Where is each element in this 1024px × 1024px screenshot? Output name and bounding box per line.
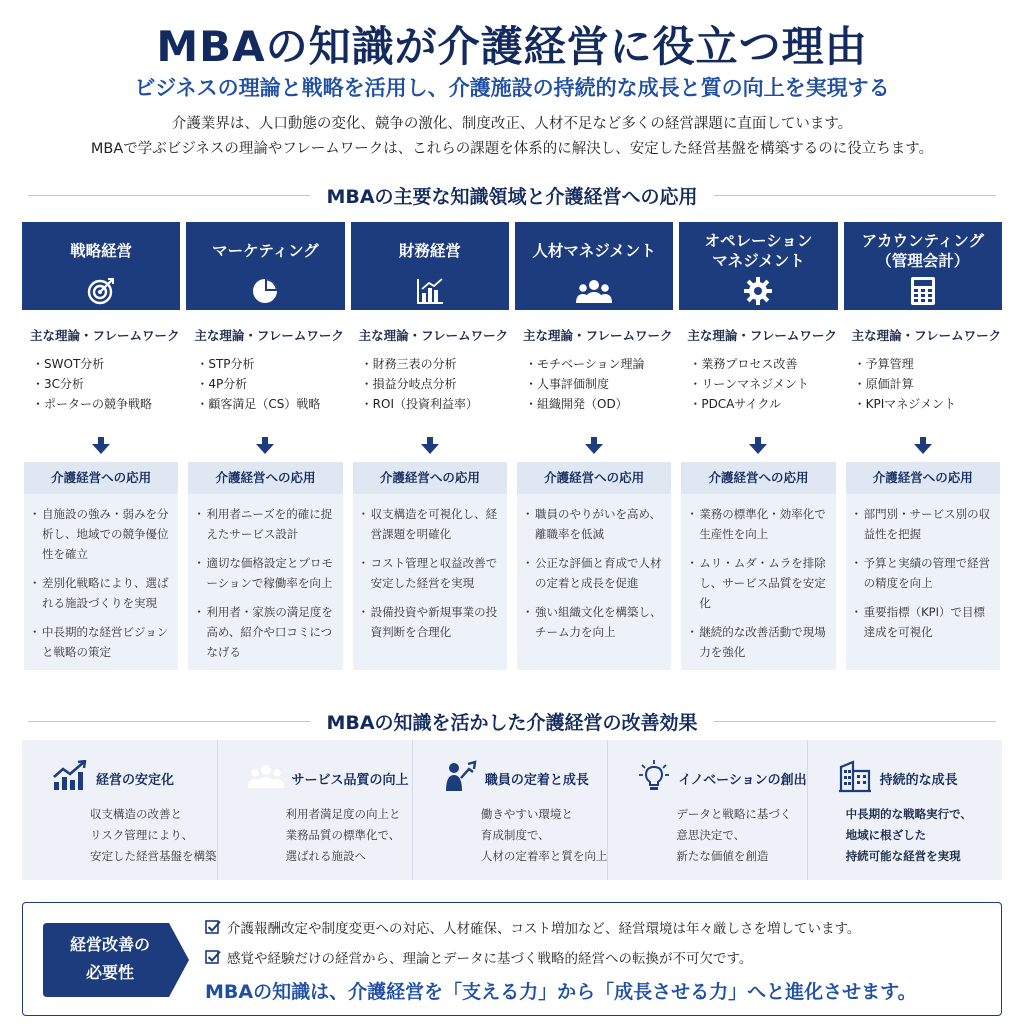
application-label: 介護経営への応用 — [353, 462, 507, 494]
effect-text-line: 意思決定で、 — [676, 828, 746, 842]
effect-description — [22, 804, 217, 867]
application-item: ・ 強い組織文化を構築し、チーム力を向上 — [525, 602, 663, 642]
application-item: ・ 適切な価格設定とプロモーションで稼働率を向上 — [196, 553, 334, 593]
framework-label: 主な理論・フレームワーク — [687, 328, 837, 343]
framework-item: ・ SWOT分析 — [32, 354, 180, 374]
framework-item: ・ モチベーション理論 — [525, 354, 673, 374]
application-item: ・ 中長期的な経営ビジョンと戦略の策定 — [32, 622, 170, 662]
knowledge-column — [515, 222, 673, 672]
lightbulb-icon — [638, 759, 670, 797]
need-item-2-text: 感覚や経験だけの経営から、理論とデータに基づく戦略的経営への転換が不可欠です。 — [227, 951, 753, 967]
column-header — [186, 222, 344, 310]
framework-item: ・ 財務三表の分析 — [361, 354, 509, 374]
effect-title: 職員の定着と成長 — [484, 772, 589, 788]
framework-item: ・ リーンマネジメント — [689, 374, 837, 394]
effect-text-line: リスク管理により、 — [90, 828, 194, 842]
application-item: ・ 設備投資や新規事業の投資判断を合理化 — [361, 602, 499, 642]
application-label: 介護経営への応用 — [846, 462, 1000, 494]
need-item-2 — [205, 947, 752, 967]
application-item: ・ 継続的な改善活動で現場力を強化 — [689, 622, 827, 662]
application-list — [681, 494, 835, 662]
application-box — [846, 462, 1000, 670]
effect-text-line: 人材の定着率と質を向上 — [480, 849, 608, 863]
application-item: ・ 予算と実績の管理で経営の精度を向上 — [854, 553, 992, 593]
application-item: ・ 職員のやりがいを高め、離職率を低減 — [525, 504, 663, 544]
effect-text-line: 収支構造の改善と — [90, 807, 182, 821]
effect-description — [608, 804, 806, 867]
checkbox-icon — [205, 949, 221, 965]
effect-text-line: 持続可能な経営を実現 — [845, 849, 961, 863]
framework-item: ・ 予算管理 — [854, 354, 1002, 374]
application-label: 介護経営への応用 — [24, 462, 178, 494]
framework-list — [22, 354, 180, 432]
application-box — [517, 462, 671, 670]
section-header-effects — [28, 708, 996, 734]
effect-header — [808, 762, 1002, 794]
need-badge-line-1: 経営改善の — [69, 935, 150, 954]
divider — [714, 195, 996, 196]
bar-chart-icon — [351, 276, 509, 306]
arrow-down-icon — [186, 432, 344, 460]
divider — [28, 195, 310, 196]
effect-title: サービス品質の向上 — [291, 772, 409, 788]
need-badge-line-2: 必要性 — [85, 963, 134, 982]
column-header — [844, 222, 1002, 310]
effect-item — [607, 740, 806, 880]
page-subtitle: ビジネスの理論と戦略を活用し、介護施設の持続的な成長と質の向上を実現する — [134, 76, 890, 100]
arrow-down-icon — [351, 432, 509, 460]
calculator-icon — [844, 276, 1002, 306]
column-title — [515, 230, 673, 272]
arrow-down-icon — [22, 432, 180, 460]
arrow-down-icon — [844, 432, 1002, 460]
intro-line-1: 介護業界は、人口動態の変化、競争の激化、制度改正、人材不足など多くの経営課題に直面しています。 — [171, 116, 853, 132]
divider — [28, 721, 310, 722]
effect-header — [218, 762, 412, 794]
framework-item: ・ 組織開発（OD） — [525, 394, 673, 414]
person-growth-icon — [443, 760, 477, 796]
effect-header — [413, 762, 608, 794]
column-title-line: 財務経営 — [398, 242, 461, 260]
need-conclusion: MBAの知識は、介護経営を「支える力」から「成長させる力」へと進化させます。 — [205, 981, 917, 1003]
effect-title: 持続的な成長 — [879, 772, 958, 788]
application-box — [353, 462, 507, 670]
effects-panel — [22, 740, 1002, 880]
framework-label: 主な理論・フレームワーク — [194, 328, 344, 343]
application-item: ・ 部門別・サービス別の収益性を把握 — [854, 504, 992, 544]
effect-text-line: データと戦略に基づく — [676, 807, 792, 821]
knowledge-column — [844, 222, 1002, 672]
framework-label: 主な理論・フレームワーク — [851, 328, 1002, 343]
framework-list — [515, 354, 673, 432]
framework-item: ・ 業務プロセス改善 — [689, 354, 837, 374]
intro-line-2: MBAで学ぶビジネスの理論やフレームワークは、これらの課題を体系的に解決し、安定した経営基盤を構築するのに役立ちます。 — [90, 141, 934, 157]
framework-item: ・ 顧客満足（CS）戦略 — [196, 394, 344, 414]
column-title — [844, 230, 1002, 272]
column-title-line: アカウンティング — [861, 232, 984, 250]
effect-item — [217, 740, 412, 880]
column-title-line: マーケティング — [212, 242, 319, 260]
application-box — [681, 462, 835, 670]
effect-text-line: 働きやすい環境と — [480, 807, 573, 821]
pie-chart-icon — [186, 276, 344, 306]
effect-description — [808, 804, 1002, 867]
effect-text-line: 選ばれる施設へ — [285, 849, 366, 863]
application-item: ・ 自施設の強み・弱みを分析し、地域での競争優位性を確立 — [32, 504, 170, 564]
page-title: MBAの知識が介護経営に役立つ理由 — [156, 22, 868, 71]
framework-list — [679, 354, 837, 432]
column-title-line: （管理会計） — [876, 252, 970, 270]
effect-item — [412, 740, 608, 880]
effect-description — [218, 804, 412, 867]
framework-list — [351, 354, 509, 432]
building-icon — [838, 759, 872, 797]
knowledge-column — [186, 222, 344, 672]
application-label: 介護経営への応用 — [517, 462, 671, 494]
column-header — [515, 222, 673, 310]
effect-text-line: 安定した経営基盤を構築 — [90, 849, 217, 863]
framework-item: ・ 原価計算 — [854, 374, 1002, 394]
effect-header — [22, 762, 217, 794]
need-item-1-text: 介護報酬改定や制度変更への対応、人材確保、コスト増加など、経営環境は年々厳しさを増しています。 — [227, 921, 861, 937]
column-header — [679, 222, 837, 310]
framework-item: ・ ポーターの競争戦略 — [32, 394, 180, 414]
effect-item — [22, 740, 217, 880]
effect-header — [608, 762, 806, 794]
effect-title: 経営の安定化 — [96, 772, 175, 788]
growth-chart-icon — [52, 760, 88, 796]
application-item: ・ コスト管理と収益改善で安定した経営を実現 — [361, 553, 499, 593]
application-item: ・ 重要指標（KPI）で目標達成を可視化 — [854, 602, 992, 642]
framework-item: ・ 損益分岐点分析 — [361, 374, 509, 394]
effect-title: イノベーションの創出 — [678, 772, 807, 788]
framework-item: ・ STP分析 — [196, 354, 344, 374]
application-list — [353, 494, 507, 642]
need-badge-label — [43, 931, 177, 987]
application-list — [188, 494, 342, 662]
column-header — [351, 222, 509, 310]
application-label: 介護経営への応用 — [188, 462, 342, 494]
section-header-knowledge — [28, 182, 996, 208]
column-title-line: オペレーション — [704, 232, 813, 250]
application-box — [188, 462, 342, 670]
effect-text-line: 育成制度で、 — [480, 828, 550, 842]
application-item: ・ 差別化戦略により、選ばれる施設づくりを実現 — [32, 573, 170, 613]
framework-label: 主な理論・フレームワーク — [522, 328, 673, 343]
application-item: ・ 公正な評価と育成で人材の定着と成長を促進 — [525, 553, 663, 593]
need-item-1 — [205, 917, 860, 937]
gear-icon — [679, 276, 837, 306]
framework-label: 主な理論・フレームワーク — [358, 328, 509, 343]
framework-item: ・ 4P分析 — [196, 374, 344, 394]
knowledge-columns — [22, 222, 1002, 672]
framework-list — [844, 354, 1002, 432]
knowledge-column — [22, 222, 180, 672]
checkbox-icon — [205, 919, 221, 935]
effect-item — [807, 740, 1002, 880]
column-header — [22, 222, 180, 310]
column-title — [679, 230, 837, 272]
effect-text-line: 中長期的な戦略実行で、 — [845, 807, 972, 821]
column-title — [186, 230, 344, 272]
framework-list — [186, 354, 344, 432]
people-icon — [515, 276, 673, 306]
column-title-line: マネジメント — [712, 252, 805, 270]
section-title-knowledge: MBAの主要な知識領域と介護経営への応用 — [326, 185, 698, 208]
application-item: ・ 収支構造を可視化し、経営課題を明確化 — [361, 504, 499, 544]
framework-label: 主な理論・フレームワーク — [30, 328, 180, 343]
framework-item: ・ 3C分析 — [32, 374, 180, 394]
framework-item: ・ 人事評価制度 — [525, 374, 673, 394]
need-box — [22, 902, 1002, 1016]
column-title-line: 人材マネジメント — [532, 242, 656, 260]
application-item: ・ ムリ・ムダ・ムラを排除し、サービス品質を安定化 — [689, 553, 827, 613]
people-icon — [248, 761, 284, 795]
column-title — [351, 230, 509, 272]
application-item: ・ 利用者ニーズを的確に捉えたサービス設計 — [196, 504, 334, 544]
effect-text-line: 業務品質の標準化で、 — [285, 828, 401, 842]
effect-text-line: 利用者満足度の向上と — [285, 807, 401, 821]
section-title-effects: MBAの知識を活かした介護経営の改善効果 — [326, 711, 698, 734]
framework-item: ・ ROI（投資利益率） — [361, 394, 509, 414]
effect-text-line: 地域に根ざした — [845, 828, 927, 842]
knowledge-column — [351, 222, 509, 672]
framework-item: ・ KPIマネジメント — [854, 394, 1002, 414]
knowledge-column — [679, 222, 837, 672]
application-label: 介護経営への応用 — [681, 462, 835, 494]
application-item: ・ 利用者・家族の満足度を高め、紹介や口コミにつなげる — [196, 602, 334, 662]
framework-item: ・ PDCAサイクル — [689, 394, 837, 414]
target-icon — [22, 276, 180, 306]
divider — [714, 721, 996, 722]
intro-text — [0, 112, 1024, 162]
arrow-down-icon — [515, 432, 673, 460]
effect-description — [413, 804, 608, 867]
application-item: ・ 業務の標準化・効率化で生産性を向上 — [689, 504, 827, 544]
effect-text-line: 新たな価値を創造 — [676, 849, 769, 863]
application-box — [24, 462, 178, 670]
application-list — [24, 494, 178, 662]
need-badge — [43, 923, 189, 997]
column-title-line: 戦略経営 — [70, 242, 133, 260]
application-list — [517, 494, 671, 642]
application-list — [846, 494, 1000, 642]
arrow-down-icon — [679, 432, 837, 460]
column-title — [22, 230, 180, 272]
